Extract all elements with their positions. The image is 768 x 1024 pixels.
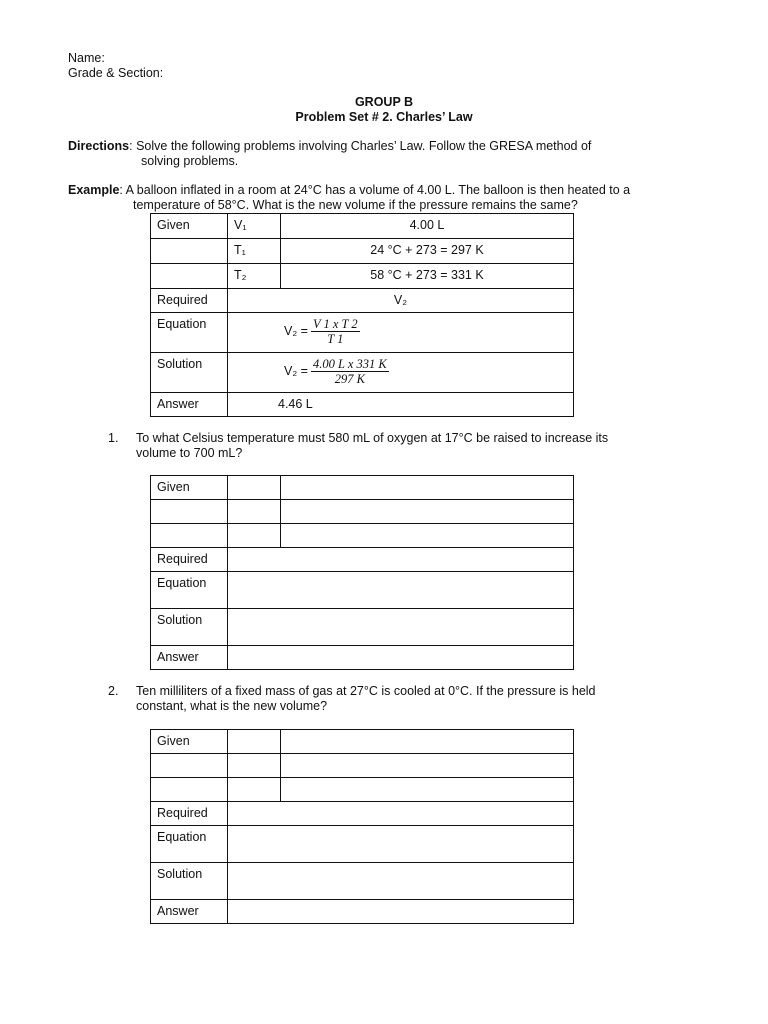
solution-lhs: V₂ = [284,363,308,378]
answer-cell[interactable] [228,524,281,548]
table-row [151,313,574,353]
table-row [151,214,574,239]
answer-cell[interactable] [281,500,574,524]
t2-symbol: T₂ [228,264,281,289]
answer-cell[interactable] [151,500,228,524]
v1-symbol: V₁ [228,214,281,239]
answer-cell[interactable] [281,524,574,548]
table-row [151,289,574,313]
problem-2-text-1: Ten milliliters of a fixed mass of gas at 27°C is cooled at 0°C. If the pressure is held [136,684,596,698]
example-table [150,213,574,417]
table-row [151,264,574,289]
given-label: Given [151,730,228,754]
solution-denominator: 297 K [334,371,365,386]
required-label: Required [151,548,228,572]
directions-line-1 [68,139,591,153]
solution-fraction [311,357,389,386]
equation-lhs: V₂ = [284,323,308,338]
answer-cell[interactable] [228,778,281,802]
given-label: Given [151,214,228,239]
t1-value: 24 °C + 273 = 297 K [281,239,574,264]
equation-fraction [311,317,360,346]
v1-value: 4.00 L [281,214,574,239]
table-row [151,646,574,670]
answer-cell[interactable] [228,548,574,572]
problem-2-table [150,729,574,924]
example-line-1 [68,183,630,197]
answer-label: Answer [151,393,228,417]
equation-cell [228,313,574,353]
answer-cell[interactable] [228,863,574,900]
table-row [151,476,574,500]
example-line-2: temperature of 58°C. What is the new volume if the pressure remains the same? [133,198,578,212]
directions-text-1: : Solve the following problems involving Charles’ Law. Follow the GRESA method of [129,139,592,153]
table-row [151,754,574,778]
table-row [151,730,574,754]
problem-1-text-2: volume to 700 mL? [136,446,243,460]
answer-cell[interactable] [281,778,574,802]
answer-cell[interactable] [228,572,574,609]
answer-cell[interactable] [151,524,228,548]
answer-cell[interactable] [228,476,281,500]
table-row [151,572,574,609]
group-title: GROUP B [354,95,414,109]
answer-cell[interactable] [228,730,281,754]
directions-line-2: solving problems. [141,154,239,168]
directions-label: Directions [68,139,130,153]
table-row [151,393,574,417]
example-label: Example [68,183,120,197]
equation-label: Equation [151,826,228,863]
problem-1-text-1: To what Celsius temperature must 580 mL of oxygen at 17°C be raised to increase its [136,431,609,445]
answer-value: 4.46 L [228,393,574,417]
problem-1-number: 1. [108,431,119,445]
t1-symbol: T₁ [228,239,281,264]
table-row [151,826,574,863]
solution-label: Solution [151,863,228,900]
table-row [151,778,574,802]
equation-label: Equation [151,572,228,609]
problem-2-text-2: constant, what is the new volume? [136,699,328,713]
answer-cell[interactable] [281,754,574,778]
answer-cell[interactable] [281,730,574,754]
required-value: V₂ [228,289,574,313]
answer-cell[interactable] [151,754,228,778]
name-label: Name: [68,51,105,65]
given-label: Given [151,476,228,500]
grade-section-label: Grade & Section: [68,66,164,80]
table-row [151,239,574,264]
problem-set-title: Problem Set # 2. Charles’ Law [295,110,473,124]
answer-cell[interactable] [228,900,574,924]
answer-cell[interactable] [228,646,574,670]
answer-cell[interactable] [281,476,574,500]
problem-2-number: 2. [108,684,119,698]
required-label: Required [151,289,228,313]
solution-cell [228,353,574,393]
problem-1-table [150,475,574,670]
answer-cell[interactable] [228,609,574,646]
answer-cell[interactable] [228,826,574,863]
table-row [151,500,574,524]
answer-label: Answer [151,900,228,924]
answer-cell[interactable] [228,802,574,826]
table-row [151,863,574,900]
answer-label: Answer [151,646,228,670]
answer-cell[interactable] [228,500,281,524]
solution-label: Solution [151,353,228,393]
t2-value: 58 °C + 273 = 331 K [281,264,574,289]
table-row [151,353,574,393]
required-label: Required [151,802,228,826]
solution-label: Solution [151,609,228,646]
table-row [151,524,574,548]
example-text-1: : A balloon inflated in a room at 24°C has a volume of 4.00 L. The balloon is then heated to a [119,183,631,197]
equation-numerator: V 1 x T 2 [312,316,358,331]
answer-cell[interactable] [151,778,228,802]
equation-label: Equation [151,313,228,353]
answer-cell[interactable] [228,754,281,778]
table-row [151,900,574,924]
table-row [151,802,574,826]
solution-numerator: 4.00 L x 331 K [312,356,387,371]
table-row [151,609,574,646]
table-row [151,548,574,572]
equation-denominator: T 1 [327,331,344,346]
